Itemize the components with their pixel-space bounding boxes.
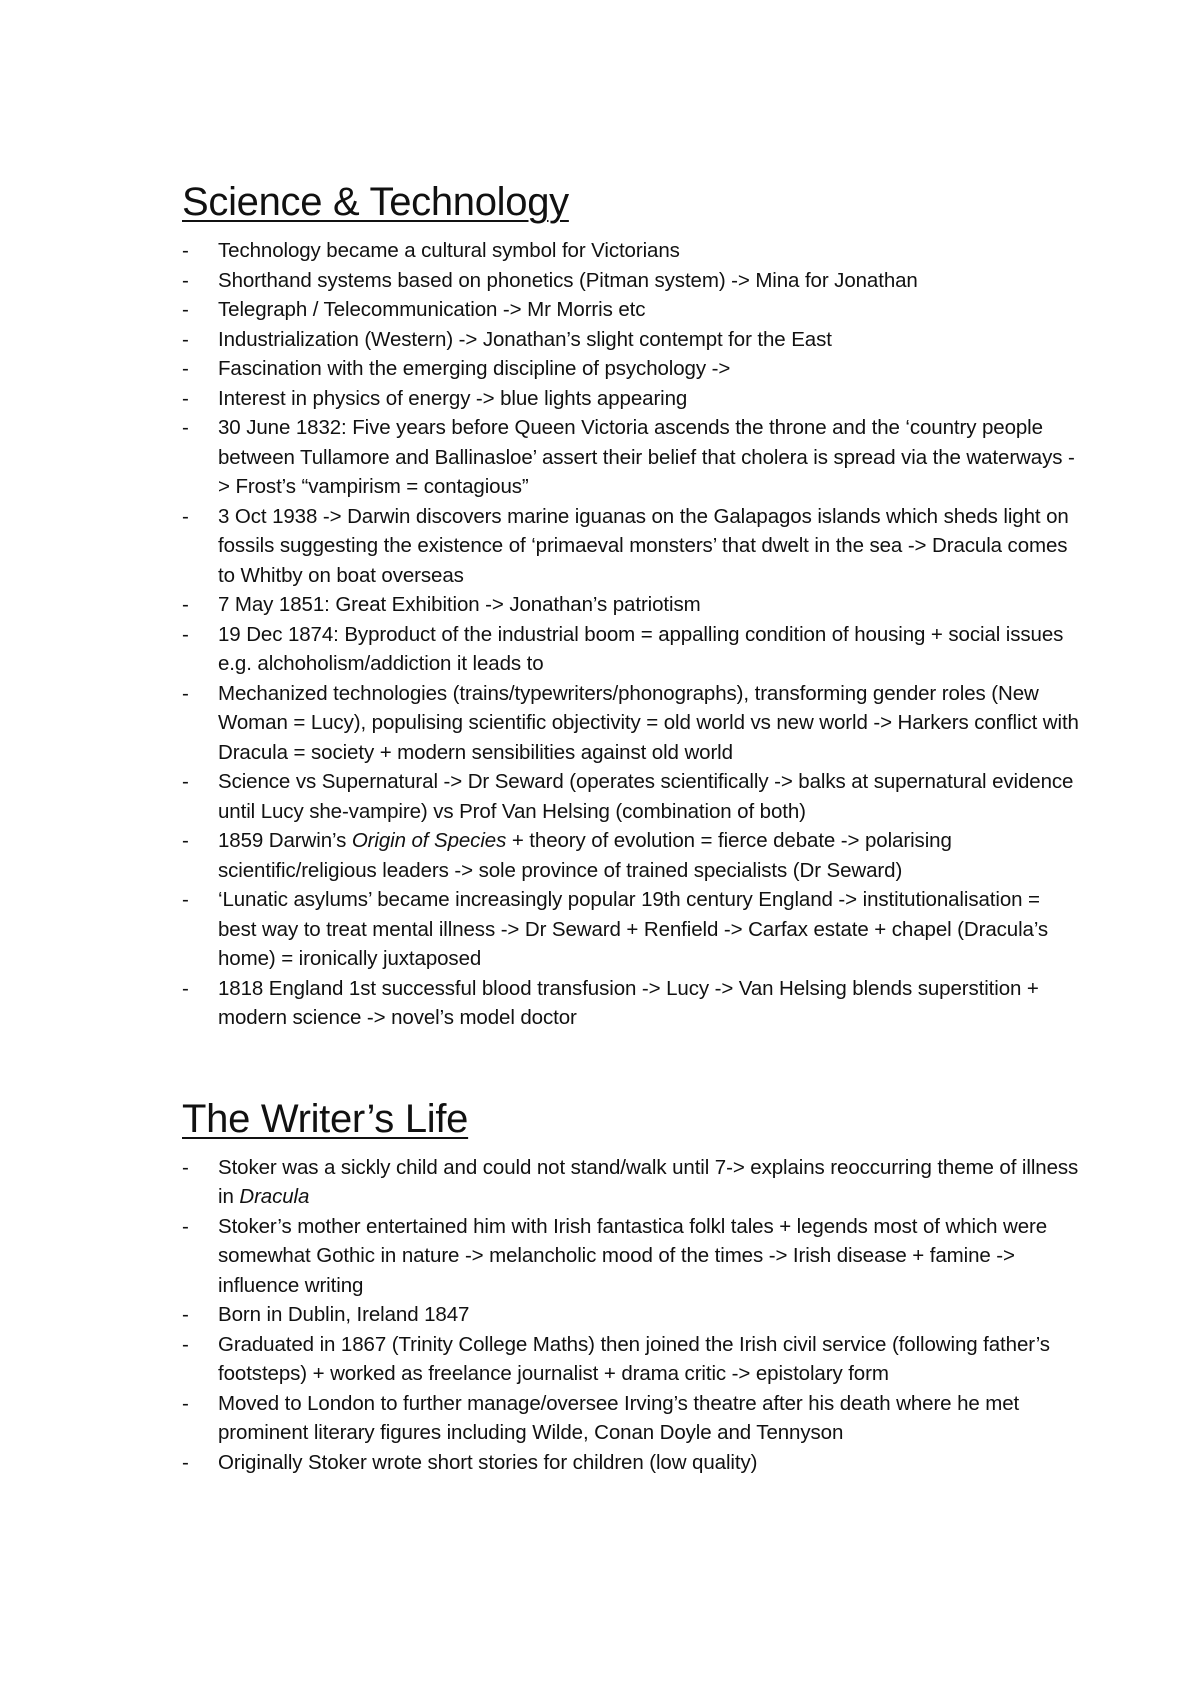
item-text: 7 May 1851: Great Exhibition -> Jonathan’s patriotism [218,593,701,616]
item-text: Shorthand systems based on phonetics (Pitman system) -> Mina for Jonathan [218,268,918,292]
dash-bullet: - [182,298,189,321]
dash-bullet: - [182,1391,189,1415]
section-science-technology [182,178,1082,1033]
list-item [182,1389,1082,1448]
dash-bullet: - [182,268,189,292]
dash-bullet: - [182,976,189,1000]
dash-bullet: - [182,504,189,528]
item-text: Born in Dublin, Ireland 1847 [218,1303,470,1326]
dash-bullet: - [182,327,189,351]
item-text: Mechanized technologies (trains/typewriters/phonographs), transforming gender roles (New Woman = Lucy), populising scientific objectivity = old world vs new world -> Harkers conflict with Dracula = society + modern sensibilities against old world [218,681,1079,764]
section-title: The Writer’s Life [182,1096,469,1141]
dash-bullet: - [182,829,189,852]
dash-bullet: - [182,1332,189,1356]
section-writers-life [182,1095,1082,1478]
item-text: 19 Dec 1874: Byproduct of the industrial boom = appalling condition of housing + social issues e.g. alchoholism/addiction it leads to [218,622,1064,675]
item-text: Stoker’s mother entertained him with Irish fantastica folkl tales + legends most of which were somewhat Gothic in nature -> melancholic mood of the times -> Irish disease + famine -> influence writing [218,1214,1048,1297]
bullet-list [182,1153,1082,1478]
item-text: 1818 England 1st successful blood transfusion -> Lucy -> Van Helsing blends superstition + modern science -> novel’s model doctor [218,976,1039,1029]
list-item [182,590,1082,620]
list-item [182,1330,1082,1389]
section-title: Science & Technology [182,180,569,224]
list-item [182,236,1082,266]
list-item [182,354,1082,384]
dash-bullet: - [182,622,189,646]
dash-bullet: - [182,357,189,380]
item-text: Science vs Supernatural -> Dr Seward (operates scientifically -> balks at supernatural evidence until Lucy she-vampire) vs Prof Van Helsing (combination of both) [218,770,1074,823]
italic-title-text: Origin of Species [351,829,507,852]
item-text: Moved to London to further manage/oversee Irving’s theatre after his death where he met prominent literary figures including Wilde, Conan Doyle and Tennyson [218,1391,1020,1444]
list-item [182,620,1082,679]
list-item [182,325,1082,355]
document-page [182,178,1082,1477]
item-text: Technology became a cultural symbol for Victorians [218,239,680,262]
list-item [182,502,1082,591]
list-item [182,384,1082,414]
list-item [182,1212,1082,1301]
item-text: 3 Oct 1938 -> Darwin discovers marine iguanas on the Galapagos islands which sheds light on fossils suggesting the existence of ‘primaeval monsters’ that dwelt in the sea -> Dracula comes to Whitby on boat overseas [218,504,1069,587]
dash-bullet: - [182,1450,189,1474]
list-item [182,679,1082,768]
dash-bullet: - [182,888,189,911]
italic-title-text: Dracula [239,1185,310,1208]
item-text: Graduated in 1867 (Trinity College Maths) then joined the Irish civil service (following father’s footsteps) + worked as freelance journalist + drama critic -> epistolary form [218,1332,1050,1385]
dash-bullet: - [182,593,189,616]
item-text: ‘Lunatic asylums’ became increasingly popular 19th century England -> institutionalisation = best way to treat mental illness -> Dr Seward + Renfield -> Carfax estate + chapel (Dracula’s home) = ironically juxtaposed [218,888,1049,970]
item-text: 30 June 1832: Five years before Queen Victoria ascends the throne and the ‘country people between Tullamore and Ballinasloe’ assert their belief that cholera is spread via the waterways -> Frost’s “vampirism = contagious” [218,416,1075,498]
list-item [182,1448,1082,1478]
list-item [182,413,1082,502]
list-item [182,295,1082,325]
dash-bullet: - [182,770,189,793]
item-text: Interest in physics of energy -> blue lights appearing [218,386,688,410]
dash-bullet: - [182,239,189,262]
dash-bullet: - [182,681,189,705]
dash-bullet: - [182,1155,189,1179]
item-text: Originally Stoker wrote short stories for children (low quality) [218,1450,758,1474]
list-item [182,266,1082,296]
dash-bullet: - [182,1214,189,1238]
item-text: Telegraph / Telecommunication -> Mr Morris etc [218,298,646,321]
dash-bullet: - [182,416,189,439]
item-text: Fascination with the emerging discipline of psychology -> [218,357,731,380]
list-item [182,1300,1082,1330]
dash-bullet: - [182,1303,189,1326]
list-item [182,885,1082,974]
list-item [182,974,1082,1033]
item-text: Stoker was a sickly child and could not stand/walk until 7-> explains reoccurring theme of illness in [218,1155,1079,1208]
bullet-list [182,236,1082,1033]
dash-bullet: - [182,386,189,410]
item-text: + theory of evolution = fierce debate -> polarising scientific/religious leaders -> sole province of trained specialists (Dr Seward) [218,829,952,882]
item-text: Industrialization (Western) -> Jonathan’s slight contempt for the East [218,327,832,351]
list-item [182,1153,1082,1212]
list-item [182,767,1082,826]
list-item [182,826,1082,885]
item-text: 1859 Darwin’s [218,829,352,852]
